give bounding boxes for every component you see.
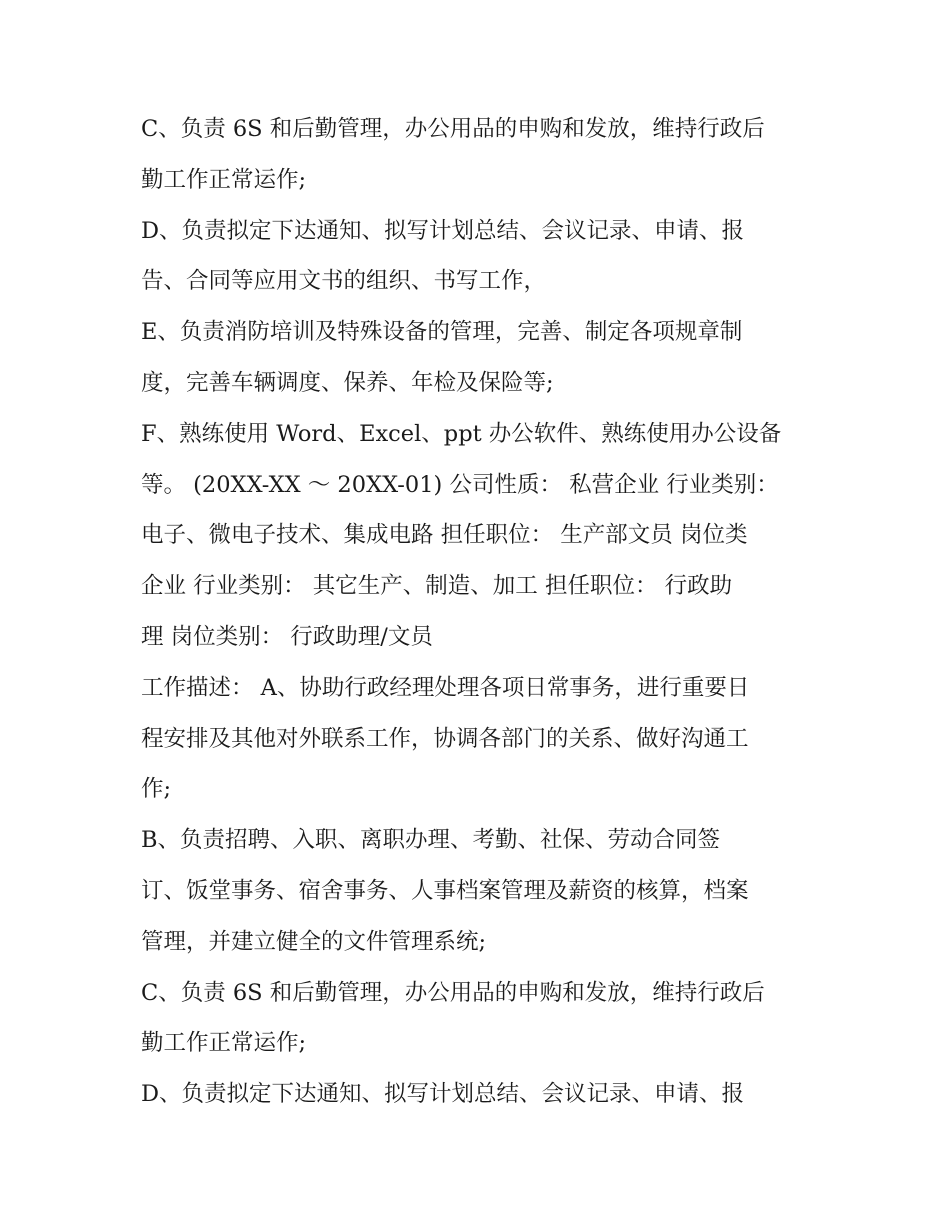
text-line: 勤工作正常运作; bbox=[141, 166, 307, 193]
text-line: E、负责消防培训及特殊设备的管理，完善、制定各项规章制 bbox=[141, 319, 743, 346]
text-line: D、负责拟定下达通知、拟写计划总结、会议记录、申请、报 bbox=[141, 1081, 745, 1108]
text-line: 勤工作正常运作; bbox=[141, 1030, 307, 1057]
text-line: 订、饭堂事务、宿舍事务、人事档案管理及薪资的核算，档案 bbox=[141, 877, 749, 904]
text-line: 管理，并建立健全的文件管理系统; bbox=[141, 928, 487, 955]
text-line: 理 岗位类别： 行政助理/文员 bbox=[141, 623, 433, 650]
text-line: 程安排及其他对外联系工作，协调各部门的关系、做好沟通工 bbox=[141, 725, 749, 752]
text-line: 告、合同等应用文书的组织、书写工作， bbox=[141, 268, 547, 295]
text-line: 电子、微电子技术、集成电路 担任职位： 生产部文员 岗位类 bbox=[141, 522, 748, 549]
text-line: B、负责招聘、入职、离职办理、考勤、社保、劳动合同签 bbox=[141, 827, 721, 854]
text-line: C、负责 6S 和后勤管理，办公用品的申购和发放，维持行政后 bbox=[141, 116, 765, 142]
text-line: 度，完善车辆调度、保养、年检及保险等; bbox=[141, 369, 554, 396]
text-line: C、负责 6S 和后勤管理，办公用品的申购和发放，维持行政后 bbox=[141, 979, 765, 1006]
text-line: 企业 行业类别： 其它生产、制造、加工 担任职位： 行政助 bbox=[141, 573, 733, 600]
text-line: 等。 (20XX-XX ～ 20XX-01) 公司性质： 私营企业 行业类别： bbox=[141, 471, 779, 498]
text-line: F、熟练使用 Word、Excel、ppt 办公软件、熟练使用办公设备 bbox=[141, 420, 782, 447]
text-line: 作; bbox=[141, 776, 172, 803]
document-body bbox=[141, 104, 813, 1120]
text-line: 工作描述： A、协助行政经理处理各项日常事务，进行重要日 bbox=[141, 674, 750, 701]
text-line: D、负责拟定下达通知、拟写计划总结、会议记录、申请、报 bbox=[141, 217, 745, 244]
